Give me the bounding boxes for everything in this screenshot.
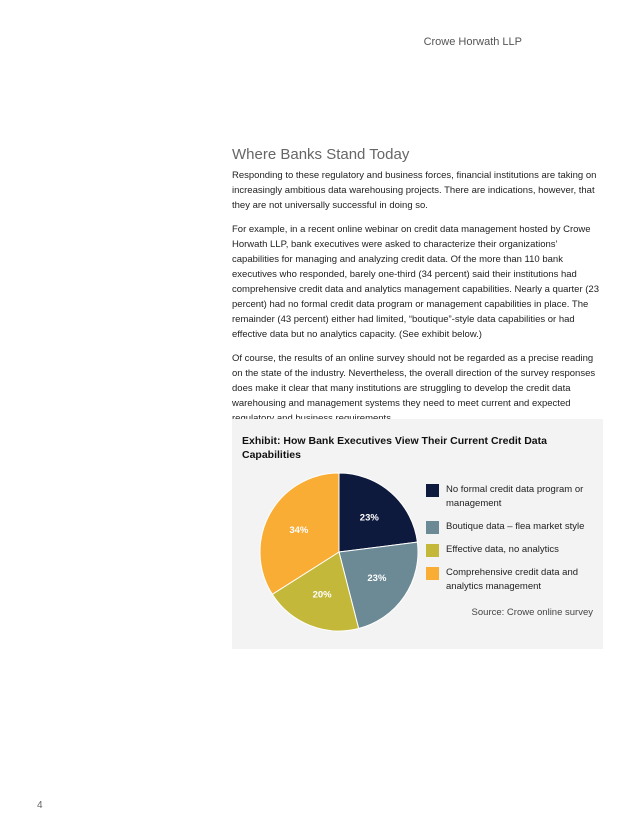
legend-swatch-3 xyxy=(426,567,439,580)
exhibit-box xyxy=(232,419,603,649)
exhibit-title: Exhibit: How Bank Executives View Their Current Credit Data Capabilities xyxy=(242,435,547,461)
header-firm-name: Crowe Horwath LLP xyxy=(423,36,522,48)
exhibit-source: Source: Crowe online survey xyxy=(471,607,593,618)
legend-item-0 xyxy=(426,483,596,511)
pie-label-3: 34% xyxy=(289,524,309,536)
pie-label-0: 23% xyxy=(359,512,379,524)
main-content xyxy=(232,146,604,435)
legend-label-3: Comprehensive credit data and analytics management xyxy=(446,567,579,592)
section-title: Where Banks Stand Today xyxy=(232,146,410,163)
paragraph-intro: Responding to these regulatory and business forces, financial institutions are taking on increasingly ambitious data warehousing projects. There are indications, however, that they are not universally successful in doing so. xyxy=(232,170,597,211)
pie-label-2: 20% xyxy=(312,589,332,601)
legend-label-2: Effective data, no analytics xyxy=(446,544,559,555)
legend-label-0: No formal credit data program or management xyxy=(446,484,584,509)
legend-swatch-0 xyxy=(426,484,439,497)
legend-swatch-2 xyxy=(426,544,439,557)
chart-legend xyxy=(426,483,596,603)
page-number: 4 xyxy=(37,800,43,811)
pie-label-1: 23% xyxy=(367,572,387,584)
paragraph-webinar: For example, in a recent online webinar on credit data management hosted by Crowe Horwath LLP, bank executives were asked to characterize their organizations’ capabilities for managing and analyzing credit data. Of the more than 110 bank executives who responded, barely one-third (34 percent) said their institutions had comprehensive credit data and analytics management capabilities. Nearly a quarter (23 percent) had no formal credit data program or management capabilities in place. The remainder (43 percent) either had limited, “boutique”-style data capabilities or had effective data but no analytics capacity. (See exhibit below.) xyxy=(232,224,600,340)
legend-swatch-1 xyxy=(426,521,439,534)
legend-item-3 xyxy=(426,566,596,594)
legend-label-1: Boutique data – flea market style xyxy=(446,521,585,532)
paragraph-caveat: Of course, the results of an online survey should not be regarded as a precise reading on the state of the industry. Nevertheless, the overall direction of the survey responses does make it clear that many institutions are struggling to develop the credit data warehousing and management systems they need to meet current and expected xyxy=(232,353,596,409)
legend-item-1 xyxy=(426,520,596,534)
legend-item-2 xyxy=(426,543,596,557)
pie-chart xyxy=(254,471,424,636)
